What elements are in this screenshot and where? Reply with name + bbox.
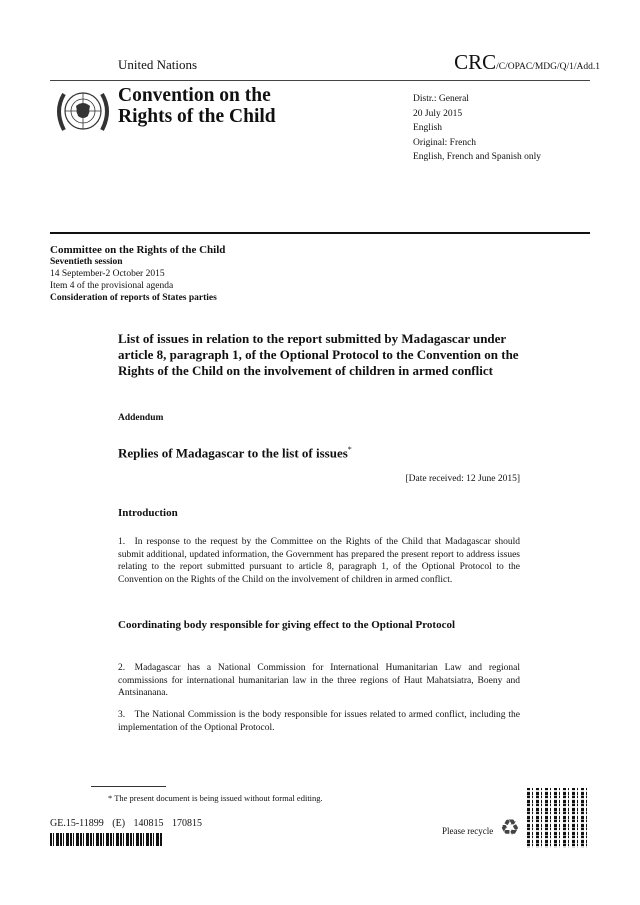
session: Seventieth session	[50, 257, 123, 267]
section-rule	[50, 232, 590, 234]
section-heading: Coordinating body responsible for giving effect to the Optional Protocol	[118, 619, 456, 631]
committee-info	[50, 244, 225, 304]
qr-code-pattern	[527, 788, 590, 848]
paragraph: 1. In response to the request by the Committee on the Rights of the Child that Madagascar should submit additional, updated information, the Government has prepared the present report to address issues relating to the report submitted pursuant to article 8, paragraph 1, of the Optional Protocol to the Convention on the Rights of the Child on the involvement of children in armed conflict.	[118, 537, 520, 585]
title-line: Rights of the Child	[118, 106, 276, 127]
footnote-rule	[91, 786, 166, 787]
main-heading: List of issues in relation to the report submitted by Madagascar under article 8, paragraph 1, of the Optional Protocol to the Convention on the Rights of the Child on the involvement of children in armed conflict	[118, 331, 519, 378]
committee-name: Committee on the Rights of the Child	[50, 244, 226, 256]
distr-date: 20 July 2015	[413, 108, 463, 119]
agenda-item: Item 4 of the provisional agenda	[50, 281, 174, 291]
paragraph: 3. The National Commission is the body responsible for issues related to armed conflict, including the implementation of the Optional Protocol.	[118, 710, 520, 733]
job-number: GE.15-11899 (E) 140815 170815	[50, 818, 203, 829]
paragraph: 2. Madagascar has a National Commission for International Humanitarian Law and regional commissions for international humanitarian law in the three regions of Haut Mahatsiatra, Boeny and Antsinanana.	[118, 663, 520, 698]
distribution-info	[413, 92, 541, 165]
symbol-main: CRC	[454, 50, 497, 74]
footnote: * The present document is being issued without formal editing.	[108, 793, 323, 803]
distr-languages: English, French and Spanish only	[413, 152, 541, 162]
recycle-text: Please recycle	[442, 826, 494, 836]
session-dates: 14 September-2 October 2015	[50, 269, 165, 279]
distr-language: English	[413, 123, 443, 133]
barcode-icon	[50, 833, 162, 846]
replies-title	[118, 445, 352, 461]
replies-title-text: Replies of Madagascar to the list of issues	[118, 445, 348, 461]
title-line: Convention on the	[118, 85, 271, 106]
organization-name: United Nations	[118, 57, 198, 72]
section-heading: Introduction	[118, 507, 178, 519]
addendum-label: Addendum	[118, 413, 164, 423]
symbol-rest: /C/OPAC/MDG/Q/1/Add.1	[496, 62, 600, 72]
document-title	[118, 85, 276, 127]
consideration: Consideration of reports of States parties	[50, 293, 217, 303]
un-emblem-icon	[52, 84, 114, 138]
document-symbol	[454, 50, 600, 75]
footnote-mark: *	[347, 445, 352, 454]
recycle-icon: ♻	[500, 815, 520, 840]
header-rule	[50, 80, 590, 81]
distr-original: Original: French	[413, 137, 477, 148]
distr-line: Distr.: General	[413, 94, 469, 104]
date-received: [Date received: 12 June 2015]	[405, 474, 520, 484]
